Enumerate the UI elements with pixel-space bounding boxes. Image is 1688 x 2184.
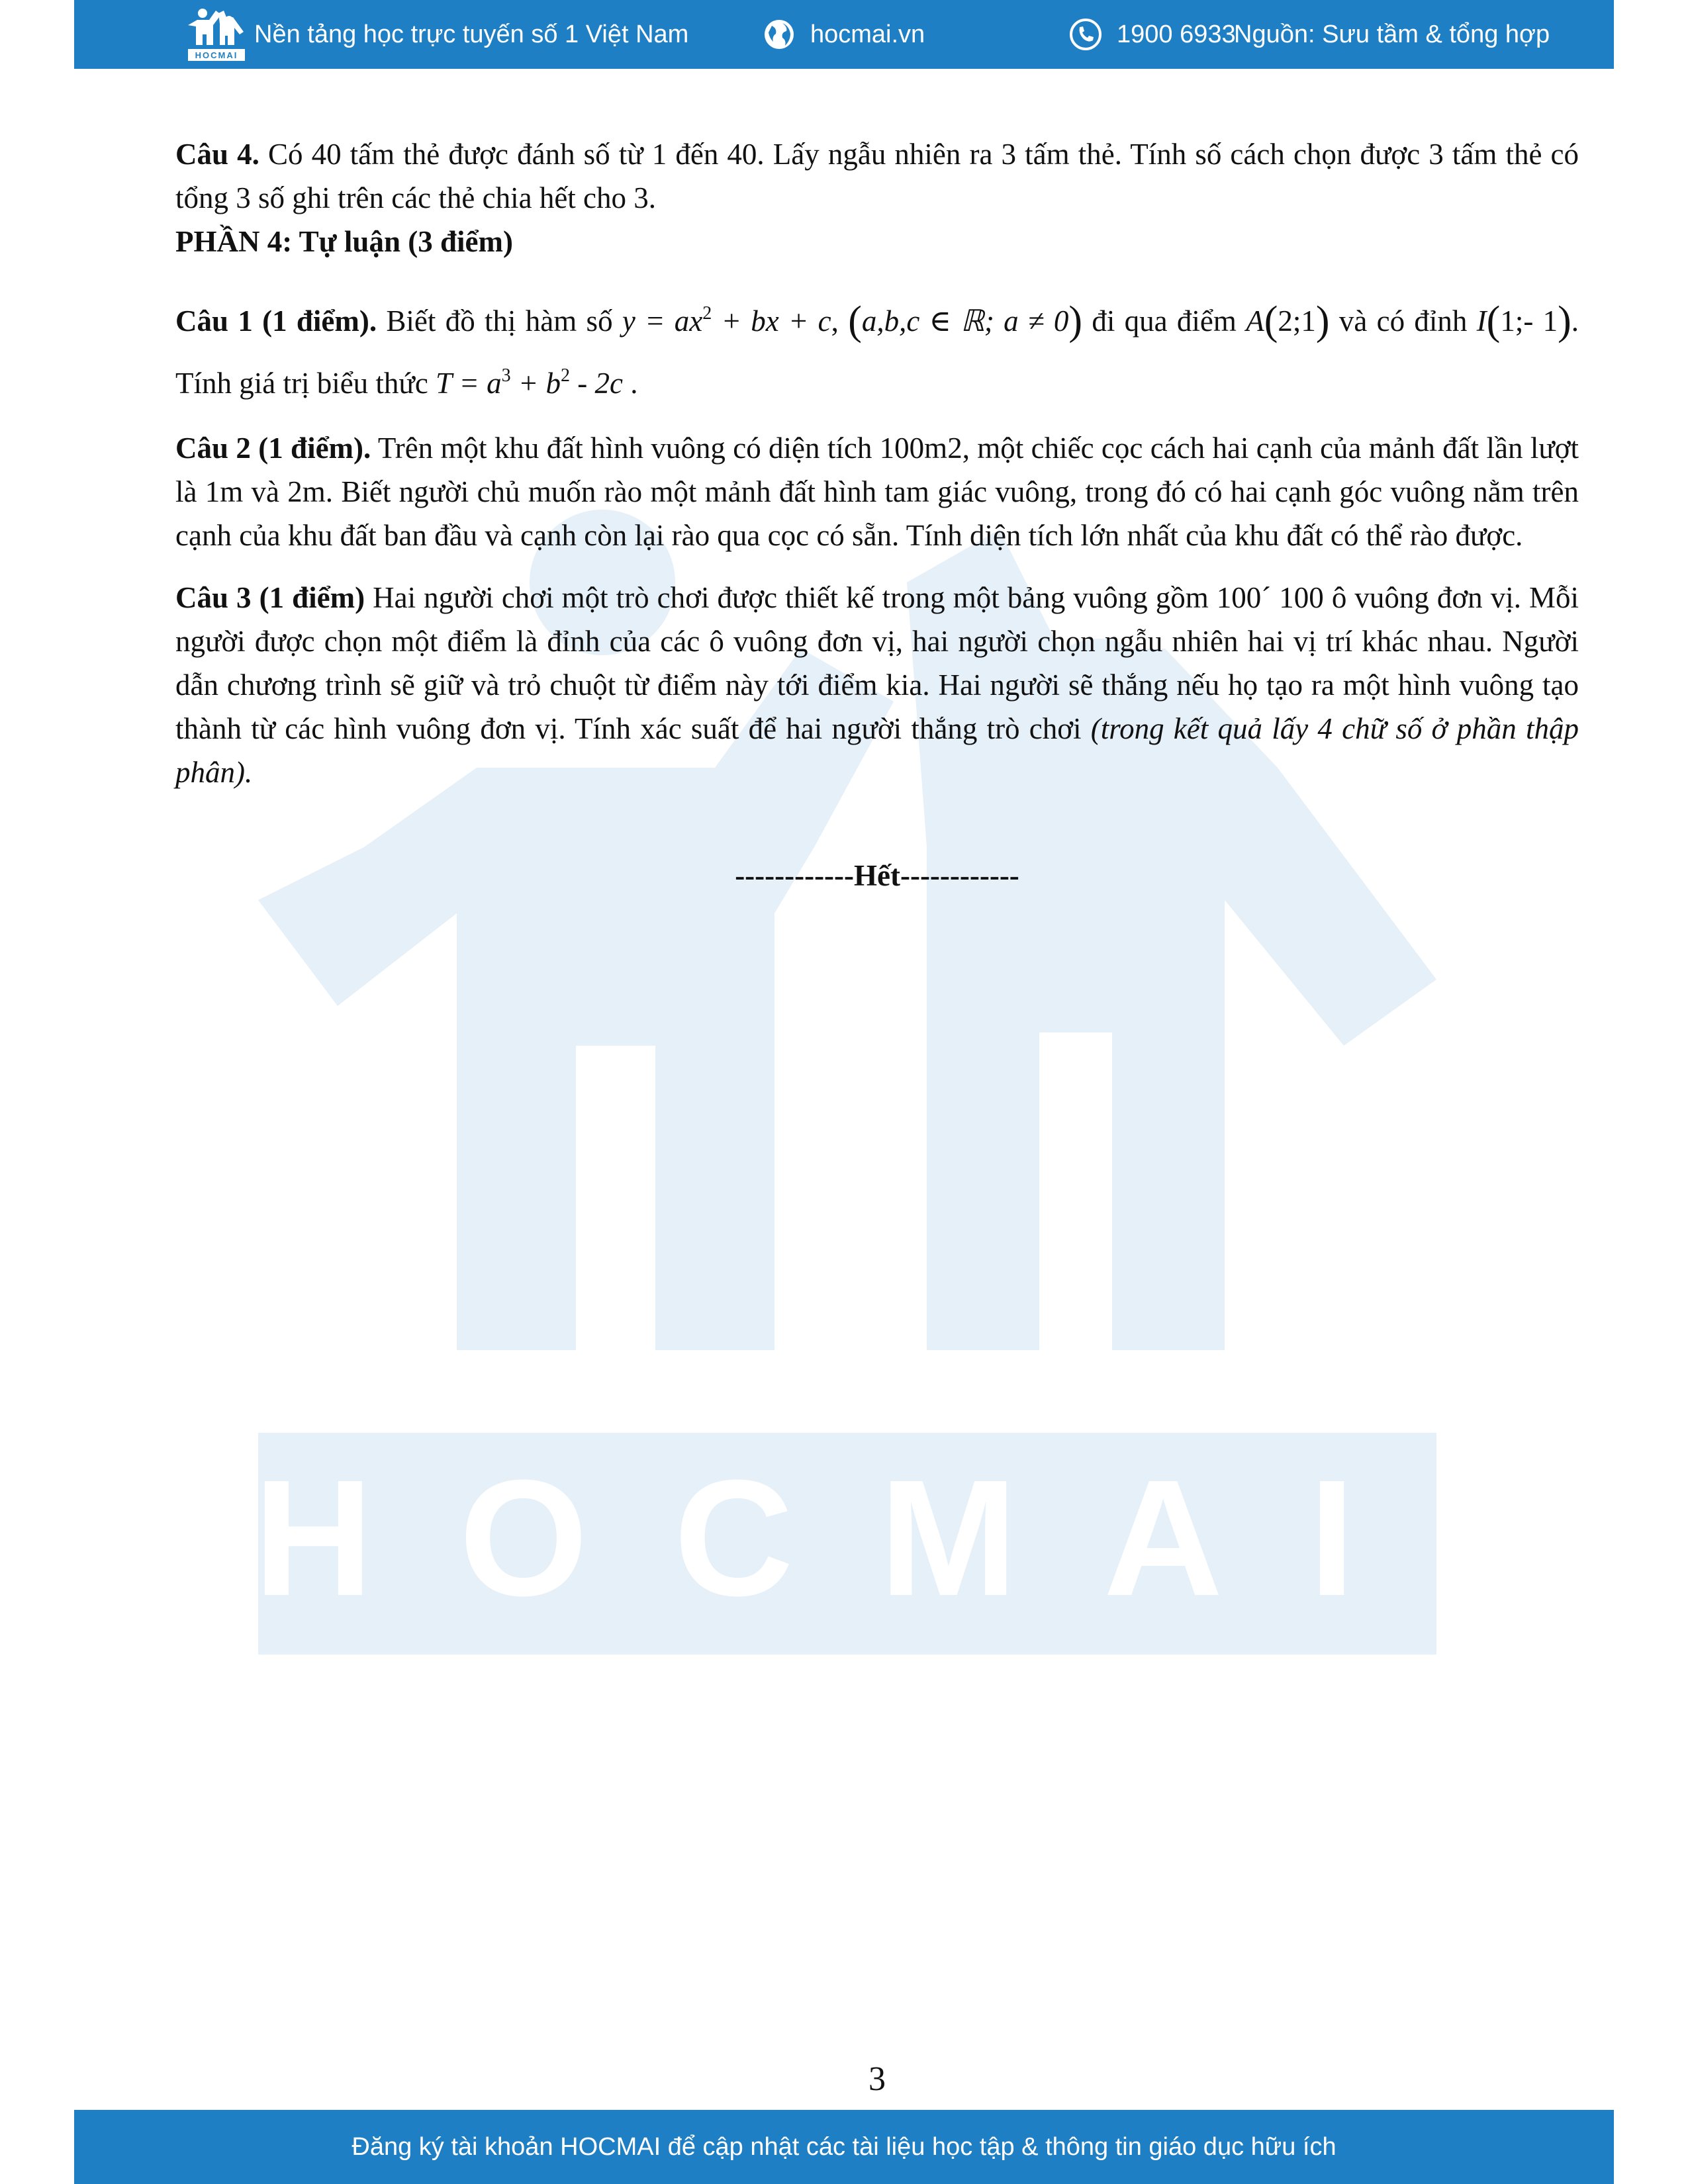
document-body (175, 132, 1579, 897)
watermark-text: HOCMAI (258, 1445, 1436, 1630)
q4-text: Có 40 tấm thẻ được đánh số từ 1 đến 40. Lấy ngẫu nhiên ra 3 tấm thẻ. Tính số cách chọn được 3 tấm thẻ có tổng 3 số ghi trên các thẻ chia hết cho 3. (175, 138, 1579, 214)
essay-question-3 (175, 576, 1579, 794)
essay-question-2 (175, 426, 1579, 557)
q4-label: Câu 4. (175, 138, 259, 171)
c2-label: Câu 2 (1 điểm). (175, 432, 371, 465)
question-4 (175, 132, 1579, 220)
website-text: hocmai.vn (810, 20, 925, 48)
c1-label: Câu 1 (1 điểm). (175, 304, 377, 338)
c3-note: (trong kết quả lấy 4 chữ số ở phần thập phân). (175, 712, 1579, 789)
logo-text: HOCMAI (195, 50, 238, 60)
globe-icon (763, 18, 796, 51)
page-header (74, 0, 1614, 69)
part4-title: PHẦN 4: Tự luận (3 điểm) (175, 225, 513, 258)
phone-text: 1900 6933 (1117, 20, 1236, 48)
end-marker: ------------Hết------------ (735, 859, 1019, 892)
c3-text: Hai người chơi một trò chơi được thiết kế trong một bảng vuông gồm 100´ 100 ô vuông đơn vị. Mỗi người được chọn một điểm là đỉnh của các ô vuông đơn vị, hai người chọn ngẫu nhiên hai vị trí khác nhau. Người dẫn chương trình sẽ giữ và trỏ chuột từ điểm này tới điểm kia. Hai người sẽ thắng nếu họ tạo ra một hình vuông tạo thành từ các hình vuông đơn vị. Tính xác suất để hai người thắng trò chơi (175, 581, 1579, 745)
c2-text: Trên một khu đất hình vuông có diện tích 100m2, một chiếc cọc cách hai cạnh của mảnh đất lần lượt là 1m và 2m. Biết người chủ muốn rào một mảnh đất hình tam giác vuông, trong đó có hai cạnh góc vuông nằm trên cạnh của khu đất ban đầu và cạnh còn lại rào qua cọc có sẵn. Tính diện tích lớn nhất của khu đất có thể rào được. (175, 432, 1579, 552)
c3-label: Câu 3 (1 điểm) (175, 581, 365, 614)
header-phone[interactable] (1069, 0, 1236, 69)
essay-question-1: Câu 1 (1 điểm). Biết đồ thị hàm số $y = ax^2$ + bx + c, (a,b,c ∈ ℝ; a ≠ 0) đi qua điểm A(2;1) và có đỉnh I(1;- 1). Tính giá trị biểu thức $T = a^3 + b^2 - 2c$ . (175, 298, 1579, 400)
hocmai-logo (187, 7, 246, 62)
footer-text: Đăng ký tài khoản HOCMAI để cập nhật các tài liệu học tập & thông tin giáo dục hữu ích (352, 2132, 1336, 2161)
phone-icon (1069, 18, 1102, 51)
header-tagline: Nền tảng học trực tuyến số 1 Việt Nam (254, 20, 689, 48)
page-footer (74, 2110, 1614, 2184)
header-source: Nguồn: Sưu tầm & tổng hợp (1234, 20, 1550, 48)
header-website[interactable] (763, 0, 925, 69)
page-number: 3 (868, 2060, 886, 2098)
